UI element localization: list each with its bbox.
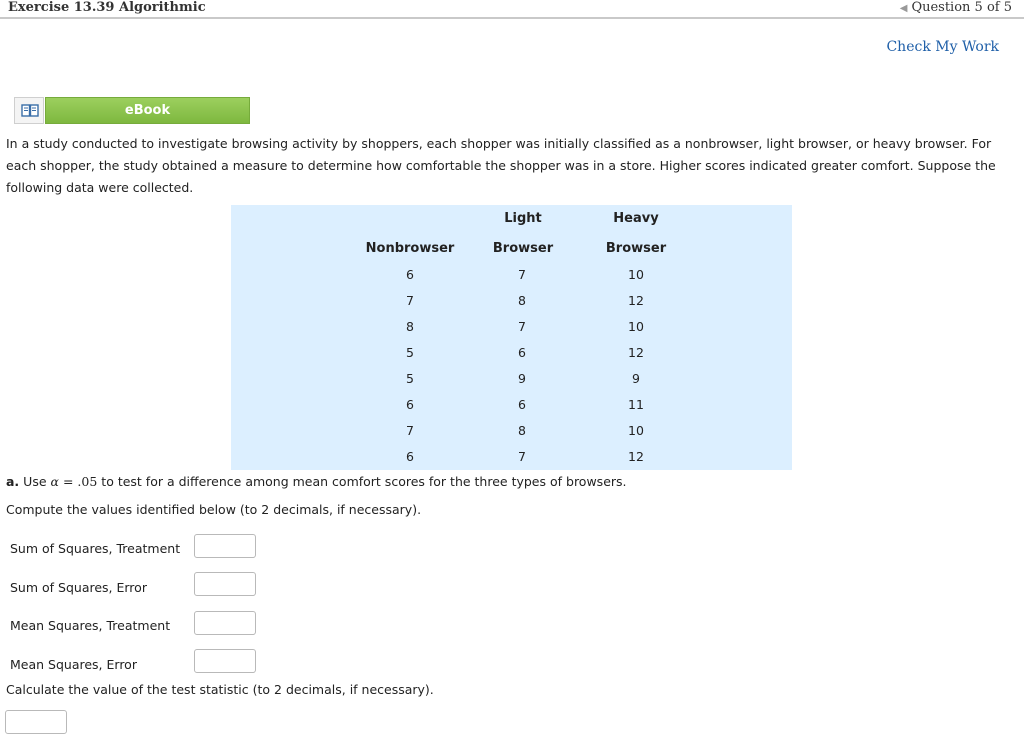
question-prompt: In a study conducted to investigate browsing activity by shoppers, each shopper was initially classified as a nonbrowser, light browser, or heavy browser. For each shopper, the study obtained a measure to determine how comfortable the shopper was in a store. Higher scores indicated greater comfort. Suppose the following data were collected. [6,136,996,195]
exercise-title: Exercise 13.39 Algorithmic [8,0,206,15]
data-table [231,205,792,470]
table-cell: 8 [518,423,526,438]
table-cell: 12 [628,293,644,308]
ebook-button[interactable]: eBook [45,97,250,124]
table-cell: 10 [628,423,644,438]
header-light: Light [504,211,542,226]
table-cell: 10 [628,319,644,334]
test-statistic-input[interactable] [5,710,67,734]
table-cell: 6 [406,449,414,464]
table-cell: 6 [406,267,414,282]
table-cell: 7 [406,293,414,308]
header-nonbrowser: Nonbrowser [365,241,455,256]
part-a-question [6,472,627,492]
header-light-browser: Browser [492,241,554,256]
table-cell: 12 [628,345,644,360]
part-a-label: a. [6,474,20,489]
table-cell: 10 [628,267,644,282]
ms-treatment-input[interactable] [194,611,256,635]
alpha-value: .05 [77,474,98,489]
table-cell: 8 [406,319,414,334]
ss-error-label: Sum of Squares, Error [10,580,147,595]
table-cell: 6 [406,397,414,412]
table-cell: 6 [518,397,526,412]
question-nav[interactable] [900,0,1012,15]
ss-treatment-input[interactable] [194,534,256,558]
check-my-work-link[interactable]: Check My Work [886,39,999,55]
table-cell: 5 [406,371,414,386]
calc-instructions: Calculate the value of the test statistic (to 2 decimals, if necessary). [6,682,434,697]
table-cell: 7 [518,449,526,464]
table-cell: 7 [518,319,526,334]
table-cell: 8 [518,293,526,308]
question-nav-label: Question 5 of 5 [911,0,1012,15]
ms-error-input[interactable] [194,649,256,673]
ebook-control[interactable] [14,97,250,124]
compute-instructions: Compute the values identified below (to 2 decimals, if necessary). [6,502,422,517]
table-cell: 6 [518,345,526,360]
ms-treatment-label: Mean Squares, Treatment [10,618,171,633]
book-icon[interactable] [14,97,44,124]
part-a-text-after: to test for a difference among mean comfort scores for the three types of browsers. [101,474,627,489]
table-cell: 7 [406,423,414,438]
previous-arrow-icon[interactable]: ◀ [899,3,908,14]
table-cell: 11 [628,397,644,412]
header-heavy: Heavy [613,211,659,226]
ss-treatment-label: Sum of Squares, Treatment [10,541,181,556]
table-cell: 7 [518,267,526,282]
table-cell: 9 [518,371,526,386]
alpha-symbol: α [50,474,59,489]
table-cell: 5 [406,345,414,360]
header-heavy-browser: Browser [605,241,667,256]
part-a-text-before: Use [23,474,47,489]
equals-sign: = [62,474,74,489]
top-bar [0,0,1024,19]
ms-error-label: Mean Squares, Error [10,657,137,672]
table-cell: 9 [632,371,640,386]
table-cell: 12 [628,449,644,464]
ss-error-input[interactable] [194,572,256,596]
